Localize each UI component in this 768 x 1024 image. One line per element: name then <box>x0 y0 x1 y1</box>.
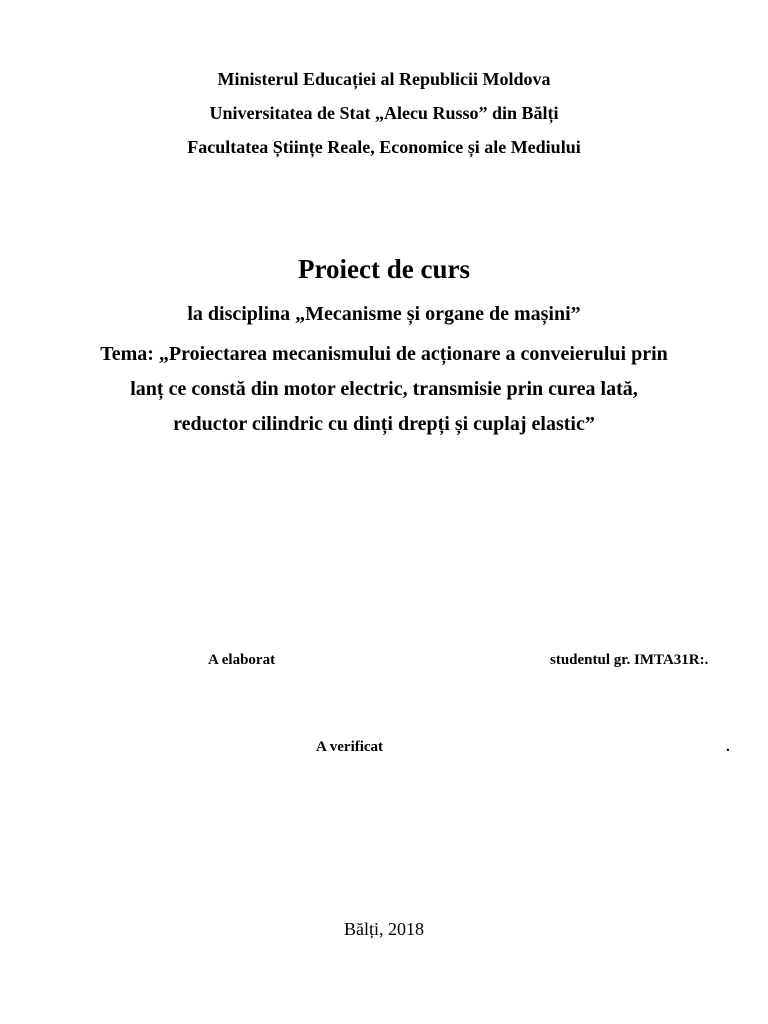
theme-line-1: Tema: „Proiectarea mecanismului de acționare a conveierului prin <box>100 343 668 365</box>
theme-line-3: reductor cilindric cu dinți drepți și cuplaj elastic” <box>173 413 595 435</box>
faculty-heading: Facultatea Științe Reale, Economice și ale Mediului <box>187 137 581 157</box>
place-and-year: Bălți, 2018 <box>344 919 424 939</box>
document-title: Proiect de curs <box>298 254 470 284</box>
discipline-line: la disciplina „Mecanisme și organe de mașini” <box>187 303 581 325</box>
verified-placeholder-dot: . <box>726 739 730 755</box>
theme-line-2: lanț ce constă din motor electric, transmisie prin curea lată, <box>130 378 638 400</box>
university-heading: Universitatea de Stat „Alecu Russo” din Bălți <box>209 103 559 123</box>
verified-label: A verificat <box>316 739 384 755</box>
elaborated-label: A elaborat <box>208 652 276 668</box>
ministry-heading: Ministerul Educației al Republicii Moldova <box>217 69 551 89</box>
student-group-label: studentul gr. IMTA31R:. <box>550 652 709 668</box>
